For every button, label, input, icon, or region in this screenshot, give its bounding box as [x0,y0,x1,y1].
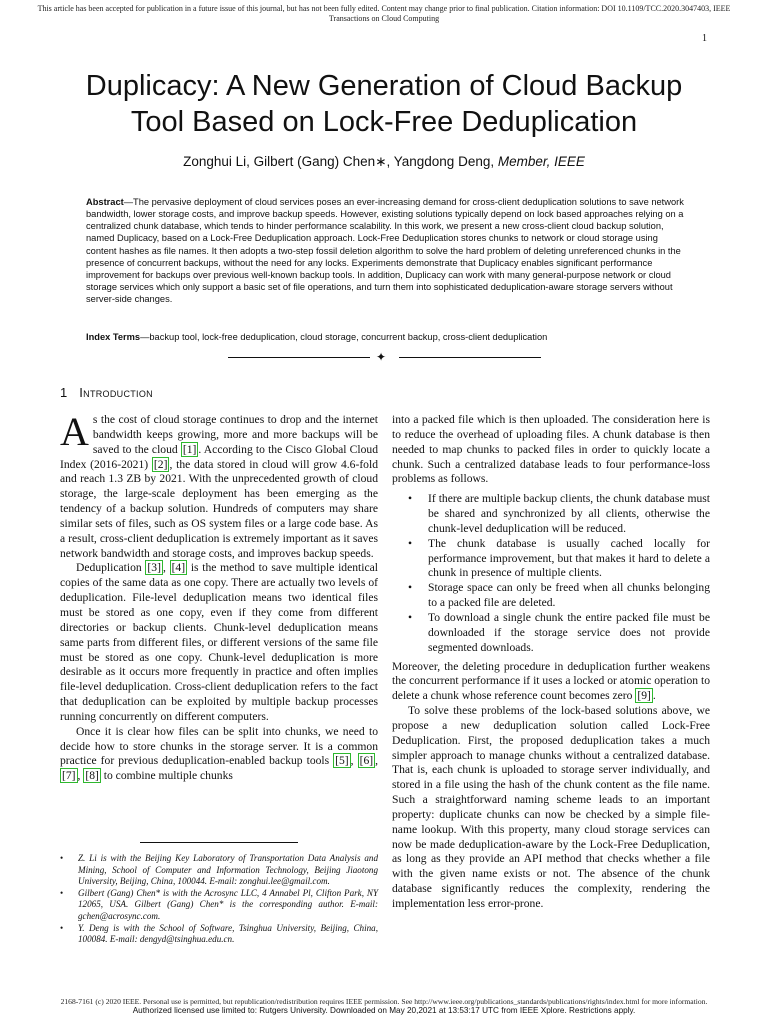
bullet-icon: • [408,536,413,550]
list-item [408,581,710,611]
intro-paragraph-3 [60,725,378,784]
text-run: . According to the Cisco Global Cloud Index (2016-2021) [60,442,379,471]
text-run: Deduplication [76,561,146,575]
index-terms-label: Index Terms [86,332,141,342]
footnote-text: Y. Deng is with the School of Software, Tsinghua University, Beijing, China, 100084. E-mail: dengyd@tsinghua.edu.cn. [78,922,378,945]
citation-link[interactable]: [5] [335,754,349,768]
journal-notice [20,4,748,24]
bullet-icon: • [408,610,413,624]
author-names: Zonghui Li, Gilbert (Gang) Chen∗, Yangdong Deng, [183,154,498,169]
intro-paragraph-1 [60,409,379,561]
footnote-text: Z. Li is with the Beijing Key Laboratory of Transportation Data Analysis and Mining, School of Computer and Information Technology, Beijing Jiaotong University, Beijing, China, 100044. E-mail: zonghui.lee@gmail.com. [78,853,378,887]
text-run: , the data stored in cloud will grow 4.6-fold and reach 1.3 ZB by 2021. With the unprecedented growth of cloud storage, the large-scale deployment has been emerging as the tendency of a backup solution. Hundreds of computers may share similar sets of files, such as OS system files or a large code base. As a result, cross-client deduplication is extremely important as it saves network bandwidth and storage costs, and improves backup speeds. [60,457,378,560]
footnote-item [60,853,378,888]
bullet-icon: • [408,581,413,595]
divider-line-left [228,357,370,358]
index-terms [86,331,684,343]
text-run: , [350,754,358,768]
footnote-item [60,923,378,946]
section-heading [60,385,153,400]
citation-link[interactable]: [3] [147,561,161,575]
citation-link[interactable]: [6] [359,754,374,768]
section-title: Introduction [79,385,153,400]
bullet-icon: • [60,853,64,863]
license-notice: Authorized licensed use limited to: Rutgers University. Downloaded on May 20,2021 at 13:53:17 UTC from IEEE Xplore. Restrictions apply. [132,1006,636,1015]
footnote-rule [140,842,298,843]
text-run: is the method to save multiple identical copies of the same data as one copy. There are actually two levels of deduplication. File-level deduplication means two identical files must be stored as one copy, even if they come from different directories or backup clients. Chunk-level deduplication means same parts from different files, or different versions of the same file must be stored as one copy. Chunk-level deduplication is more desirable as it occurs more frequently in practice and often implies file-level deduplication. Cross-client deduplication refers to the fact that deduplication can be exploited by multiple backup processes running concurrently on different computers. [60,561,379,723]
citation-link[interactable]: [7] [62,769,76,783]
intro-paragraph-6: To solve these problems of the lock-based solutions above, we propose a new deduplication solution called Lock-Free Deduplication. First, the proposed deduplication takes a much simpler approach to manage chunks without a centralized database. That is, each chunk is uploaded to storage server individually, and stored in a file using the hash of the chunk content as the file name. Such a straightforward naming scheme leads to an important property: duplicate chunks can now be checked by a simple file-name lookup. With this property, many cloud storage services can now be made deduplication-aware by the Lock-Free Deduplication, as long as they provide an API method that checks whether a file with the given name exists or not. The absence of the chunk database significantly reduces the complexity, rendering the implementation less error-prone. [392,704,710,910]
list-item-text: The chunk database is usually cached locally for performance improvement, but that makes it hard to delete a chunk in presence of multiple clients. [428,536,710,580]
paper-title [40,68,728,140]
list-item-text: Storage space can only be freed when all chunks belonging to a packed file are deleted. [428,581,710,610]
list-item [408,536,710,582]
abstract-label: Abstract [86,197,124,207]
text-run: , [77,769,84,783]
section-number: 1 [60,385,68,400]
text-run: . [652,689,656,703]
text-run: , [375,754,379,768]
page-number: 1 [702,33,707,44]
intro-paragraph-4: into a packed file which is then uploaded. The consideration here is to reduce the overhead of uploading files. A chunk database is then needed to map chunks to packed files in order to quickly locate a chunk. Such a centralized database leads to four performance-loss problems as follows. [392,413,710,486]
notice-line-2: Transactions on Cloud Computing [328,14,440,23]
author-list [40,154,728,170]
text-run: s the cost of cloud storage continues to drop and the internet bandwidth keeps growing, more and more backups will be saved to the cloud [92,413,378,456]
bullet-icon: • [60,922,64,933]
abstract-text: —The pervasive deployment of cloud services poses an ever-increasing demand for cross-client deduplication solutions to save network bandwidth, lower storage costs, and improve backup speeds. However, existing solutions typically depend on lock based approaches relying on a centralized chunk database, which tends to hinder performance scalability. In this work, we present a new cross-client cloud backup solution, named Duplicacy, based on a Lock-Free Deduplication approach. Lock-Free Deduplication stores chunks to network or cloud storage using content hashes as file names. It then adopts a two-step fossil deletion algorithm to solve the hard problem of deleting unreferenced chunks in the presence of concurrent backups, without the need for any locks. Experiments demonstrate that Duplicacy enables significant performance improvement for backups over previous well-known backup tools. In addition, Duplicacy can work with many general-purpose network or cloud storage services which only support a basic set of file operations, and turn them into sophisticated deduplication-aware storage servers without server-side changes. [86,197,684,305]
left-column [60,409,379,784]
right-column [392,413,710,912]
text-run: Once it is clear how files can be split into chunks, we need to decide how to store chunks in the storage server. It is a common practice for previous deduplication-enabled backup tools [60,724,378,768]
citation-link[interactable]: [9] [637,689,651,703]
footnote-item [60,888,378,923]
citation-link[interactable]: [4] [171,561,186,575]
list-item [408,610,710,656]
notice-line-1: This article has been accepted for publication in a future issue of this journal, but has not been fully edited. Content may change prior to final publication. Citation information: DOI 10.1109/TCC.2020.3047403, IEEE [37,4,731,13]
intro-paragraph-2 [60,561,378,724]
list-item [408,492,710,537]
citation-link[interactable]: [1] [182,442,197,456]
author-affiliation: Member, IEEE [497,154,585,169]
text-run: to combine multiple chunks [100,769,233,783]
problem-list [392,492,710,655]
citation-link[interactable]: [2] [153,457,168,471]
list-item-text: If there are multiple backup clients, the chunk database must be shared and synchronized by all clients, otherwise the chunk-level deduplication will be reduced. [428,492,710,535]
section-divider [228,352,541,364]
footnote-text: Gilbert (Gang) Chen* is with the Acrosync LLC, 4 Annabel Pl, Clifton Park, NY 12065, USA. Gilbert (Gang) Chen* is the corresponding author. E-mail: gchen@acrosync.com. [78,887,378,921]
divider-line-right [399,357,541,358]
citation-link[interactable]: [8] [85,769,99,783]
index-terms-text: —backup tool, lock-free deduplication, cloud storage, concurrent backup, cross-client deduplication [140,332,548,342]
text-run: Moreover, the deleting procedure in deduplication further weakens the concurrent performance if it uses a locked or atomic operation to delete a chunk whose reference count becomes zero [392,659,710,703]
intro-paragraph-5 [392,660,710,705]
title-line-1: Duplicacy: A New Generation of Cloud Backup [85,70,683,102]
footnotes [60,853,378,946]
drop-cap: A [60,409,89,454]
title-line-2: Tool Based on Lock-Free Deduplication [130,106,638,138]
bullet-icon: • [60,887,64,898]
abstract [86,196,684,305]
list-item-text: To download a single chunk the entire packed file must be downloaded if the storage service does not provide segmented downloads. [428,610,710,654]
diamond-icon: ✦ [376,350,387,364]
text-run: , [162,561,170,575]
bullet-icon: • [408,492,413,506]
copyright-notice: 2168-7161 (c) 2020 IEEE. Personal use is permitted, but republication/redistribution requires IEEE permission. See http://www.ieee.org/publications_standards/publications/rights/index.html for more information. [60,997,708,1006]
